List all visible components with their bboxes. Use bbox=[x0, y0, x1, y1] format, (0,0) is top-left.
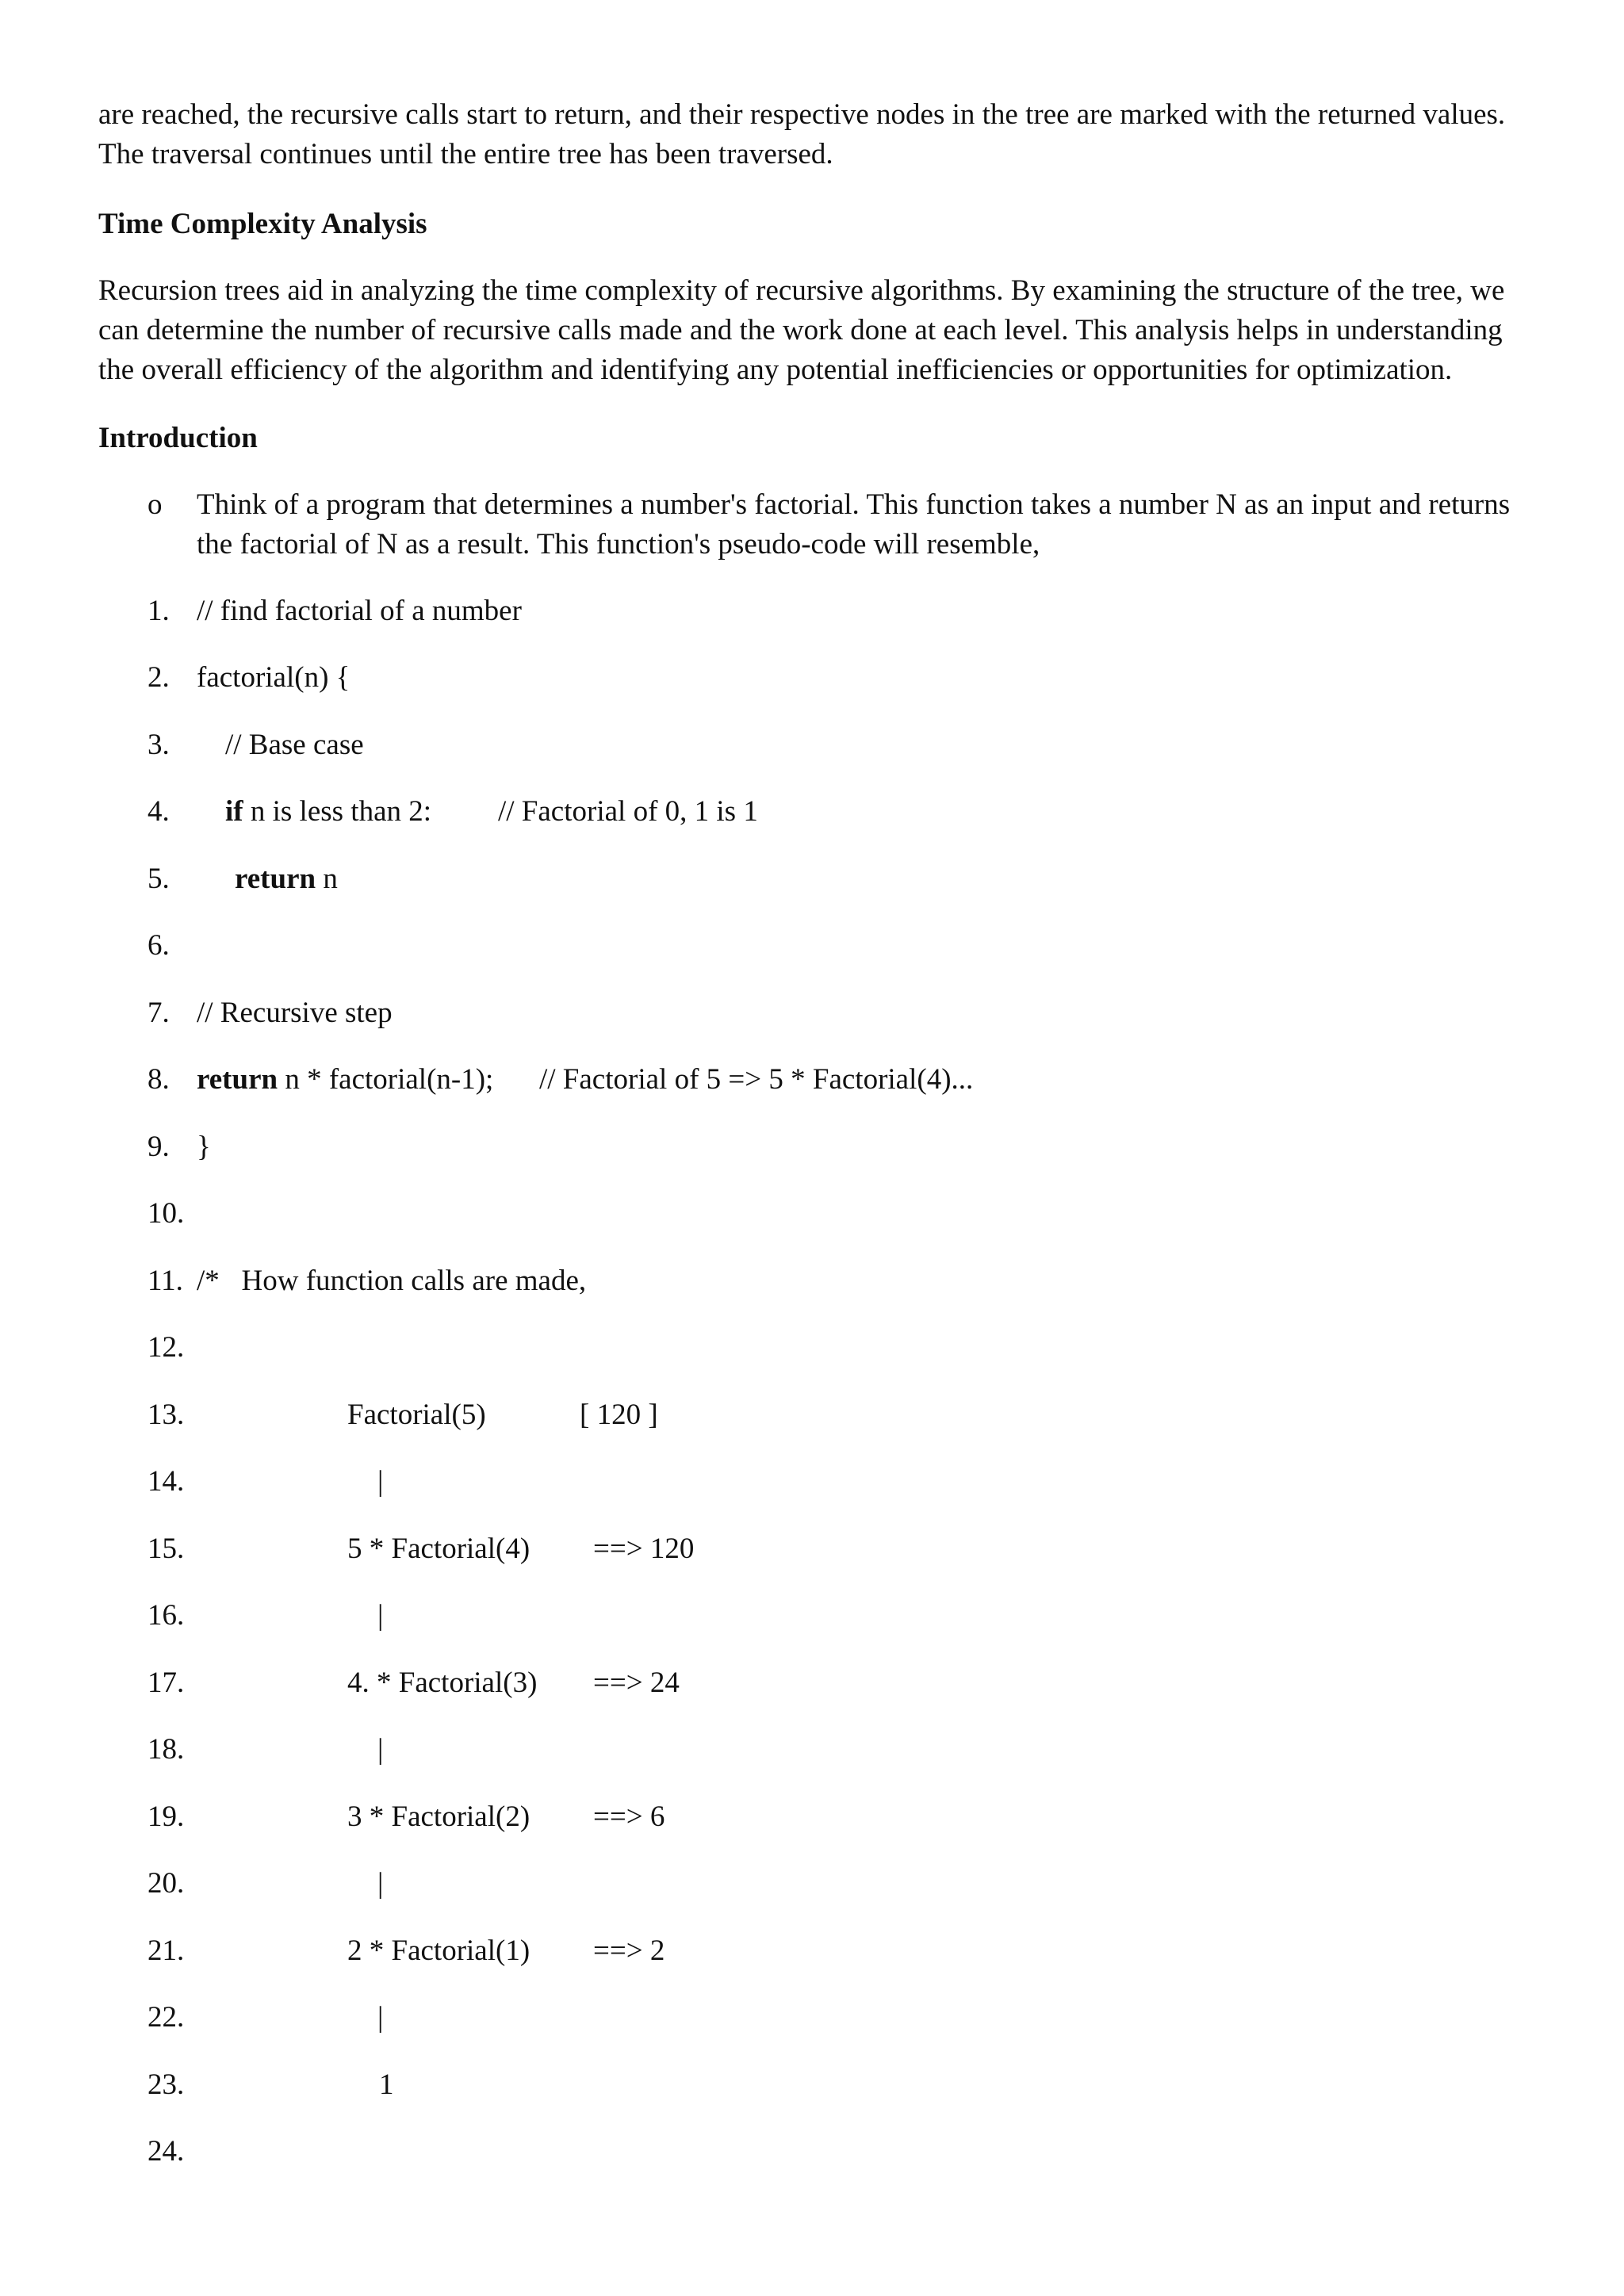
code-line bbox=[0, 1663, 1624, 1703]
code-line bbox=[0, 926, 1624, 966]
code-text: // Base case bbox=[225, 729, 364, 761]
call-result: ==> 6 bbox=[593, 1800, 665, 1833]
tree-leaf: 1 bbox=[379, 2068, 394, 2101]
line-number: 7. bbox=[147, 997, 170, 1029]
tc-line-3: the overall efficiency of the algorithm and identifying any potential inefficiencies or opportunities for optimization. bbox=[98, 354, 1453, 386]
line-number: 11. bbox=[147, 1265, 183, 1297]
code-line bbox=[0, 1462, 1624, 1502]
keyword-if: if bbox=[225, 795, 243, 828]
code-comment: // Factorial of 0, 1 is 1 bbox=[498, 795, 758, 828]
call-expression: Factorial(5) bbox=[347, 1399, 486, 1431]
line-number: 1. bbox=[147, 595, 170, 627]
line-number: 3. bbox=[147, 729, 170, 761]
line-number: 23. bbox=[147, 2068, 185, 2101]
code-line bbox=[0, 859, 1624, 899]
code-line bbox=[0, 658, 1624, 698]
bullet-text bbox=[197, 485, 1534, 564]
line-number: 15. bbox=[147, 1533, 185, 1565]
call-result: ==> 2 bbox=[593, 1934, 665, 1967]
line-number: 13. bbox=[147, 1399, 185, 1431]
code-comment: // Factorial of 5 => 5 * Factorial(4)... bbox=[539, 1063, 974, 1096]
line-number: 8. bbox=[147, 1063, 170, 1096]
code-text: // Recursive step bbox=[197, 997, 393, 1029]
call-result: ==> 24 bbox=[593, 1667, 680, 1699]
call-expression: 3 * Factorial(2) bbox=[347, 1800, 530, 1833]
code-line bbox=[0, 1931, 1624, 1971]
tc-line-2: can determine the number of recursive calls made and the work done at each level. This analysis helps in understanding bbox=[98, 314, 1503, 346]
code-text: n is less than 2: bbox=[243, 795, 432, 828]
line-number: 19. bbox=[147, 1800, 185, 1833]
code-line-4-content bbox=[225, 792, 431, 832]
call-result: [ 120 ] bbox=[580, 1399, 658, 1431]
code-line bbox=[0, 1127, 1624, 1167]
code-text: factorial(n) { bbox=[197, 661, 350, 694]
bullet-line-1: Think of a program that determines a number's factorial. This function takes a number N as an input and returns bbox=[197, 488, 1511, 521]
bullet-marker: o bbox=[147, 488, 163, 521]
call-expression: 5 * Factorial(4) bbox=[347, 1533, 530, 1565]
code-line bbox=[0, 993, 1624, 1033]
keyword-return: return bbox=[197, 1063, 278, 1096]
code-line bbox=[0, 1194, 1624, 1234]
line-number: 6. bbox=[147, 929, 170, 962]
line-number: 24. bbox=[147, 2135, 185, 2168]
tree-connector: | bbox=[377, 1867, 384, 1900]
code-line bbox=[0, 1864, 1624, 1904]
code-text: n bbox=[316, 863, 338, 895]
call-expression: 2 * Factorial(1) bbox=[347, 1934, 530, 1967]
code-line bbox=[0, 1998, 1624, 2038]
introduction-heading: Introduction bbox=[98, 422, 258, 454]
code-line bbox=[0, 1261, 1624, 1301]
call-expression: 4. * Factorial(3) bbox=[347, 1667, 538, 1699]
code-line bbox=[0, 591, 1624, 631]
keyword-return: return bbox=[235, 863, 316, 895]
tree-connector: | bbox=[377, 1733, 384, 1766]
intro-paragraph bbox=[98, 95, 1534, 174]
code-text: // find factorial of a number bbox=[197, 595, 522, 627]
tree-connector: | bbox=[377, 1599, 384, 1632]
code-line bbox=[0, 1596, 1624, 1636]
line-number: 20. bbox=[147, 1867, 185, 1900]
code-line bbox=[0, 1797, 1624, 1837]
time-complexity-paragraph bbox=[98, 271, 1534, 390]
call-result: ==> 120 bbox=[593, 1533, 695, 1565]
line-number: 4. bbox=[147, 795, 170, 828]
line-number: 10. bbox=[147, 1197, 185, 1230]
line-number: 9. bbox=[147, 1131, 170, 1163]
intro-line-1: are reached, the recursive calls start to return, and their respective nodes in the tree are marked with the returned values. bbox=[98, 98, 1506, 131]
line-number: 18. bbox=[147, 1733, 185, 1766]
code-line bbox=[0, 1328, 1624, 1368]
line-number: 5. bbox=[147, 863, 170, 895]
code-text: /* How function calls are made, bbox=[197, 1265, 587, 1297]
tc-line-1: Recursion trees aid in analyzing the time complexity of recursive algorithms. By examining the structure of the tree, we bbox=[98, 274, 1505, 307]
tree-connector: | bbox=[377, 2001, 384, 2034]
code-text: n * factorial(n-1); bbox=[278, 1063, 494, 1096]
line-number: 17. bbox=[147, 1667, 185, 1699]
code-line bbox=[0, 1529, 1624, 1569]
line-number: 22. bbox=[147, 2001, 185, 2034]
code-line bbox=[0, 792, 1624, 832]
code-line bbox=[0, 1060, 1624, 1100]
code-line bbox=[0, 1730, 1624, 1770]
code-line bbox=[0, 2132, 1624, 2172]
code-line bbox=[0, 725, 1624, 765]
line-number: 12. bbox=[147, 1331, 185, 1364]
line-number: 16. bbox=[147, 1599, 185, 1632]
time-complexity-heading: Time Complexity Analysis bbox=[98, 208, 427, 240]
code-line bbox=[0, 2065, 1624, 2105]
code-line bbox=[0, 1395, 1624, 1435]
line-number: 14. bbox=[147, 1465, 185, 1498]
line-number: 21. bbox=[147, 1934, 185, 1967]
code-text: } bbox=[197, 1131, 211, 1163]
bullet-line-2: the factorial of N as a result. This function's pseudo-code will resemble, bbox=[197, 528, 1040, 561]
code-line-8-content bbox=[197, 1060, 493, 1100]
intro-line-2: The traversal continues until the entire tree has been traversed. bbox=[98, 138, 833, 170]
line-number: 2. bbox=[147, 661, 170, 694]
code-line-5-content bbox=[235, 859, 338, 899]
tree-connector: | bbox=[377, 1465, 384, 1498]
